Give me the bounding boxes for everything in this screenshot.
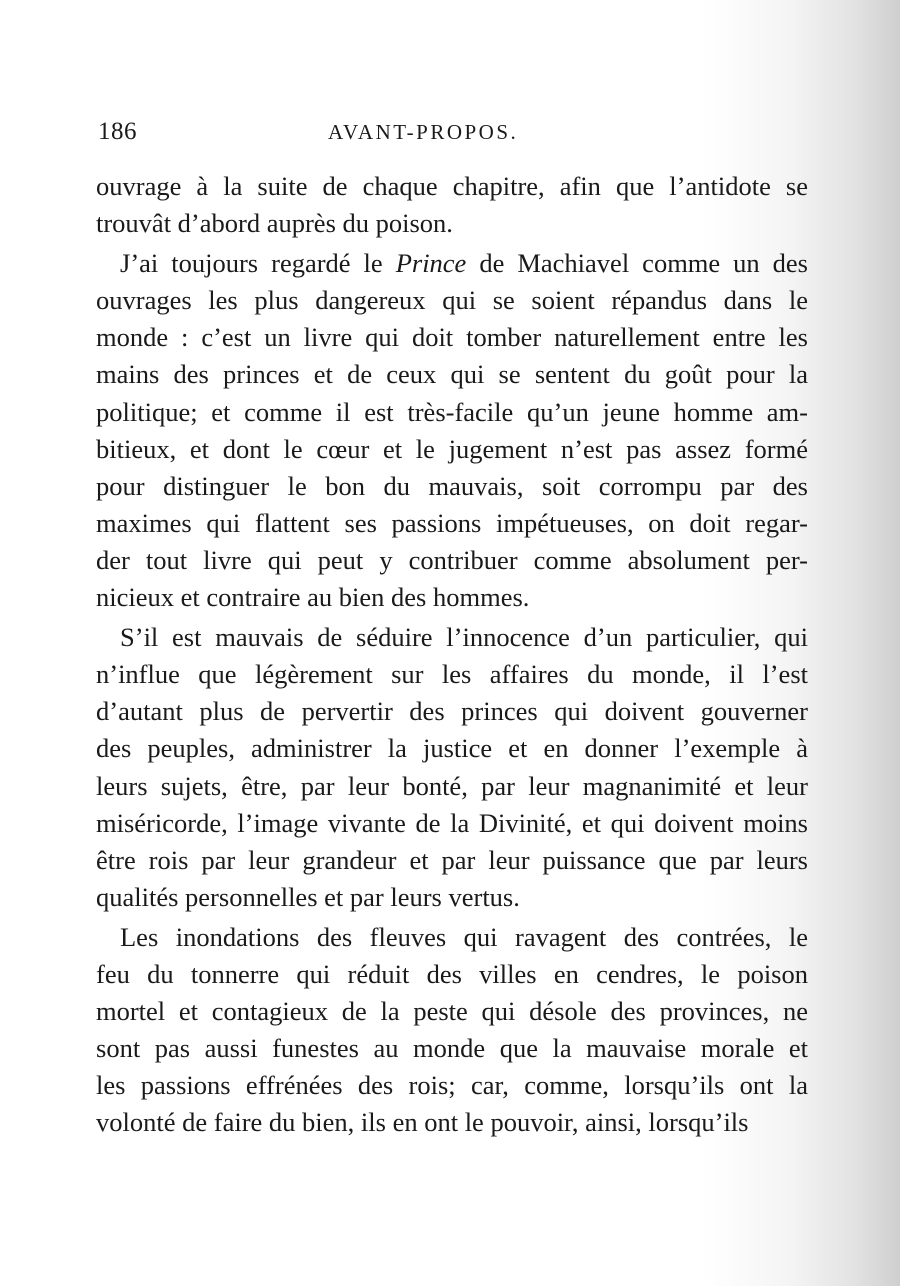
text-line: nicieux et contraire au bien des hommes. xyxy=(96,582,530,613)
text-line: der tout livre qui peut y contribuer comme absolument per- xyxy=(96,544,808,575)
text-line: sont pas aussi funestes au monde que la mauvaise morale et xyxy=(96,1033,808,1064)
text-line: monde : c’est un livre qui doit tomber naturellement entre les xyxy=(96,322,808,353)
running-head: AVANT-PROPOS. xyxy=(328,120,519,144)
text-line: les passions effrénées des rois; car, comme, lorsqu’ils ont la xyxy=(96,1070,808,1101)
text-line: leurs sujets, être, par leur bonté, par leur magnanimité et leur xyxy=(96,770,808,801)
text-line: pour distinguer le bon du mauvais, soit corrompu par des xyxy=(96,470,808,501)
paragraph xyxy=(96,168,808,242)
page-number: 186 xyxy=(98,118,137,145)
text-line: J’ai toujours regardé le Prince de Machiavel comme un des xyxy=(120,248,808,279)
text-line: bitieux, et dont le cœur et le jugement n’est pas assez formé xyxy=(96,433,808,464)
text-line: politique; et comme il est très-facile qu’un jeune homme am- xyxy=(96,396,808,427)
paragraph xyxy=(96,245,808,616)
text-line: qualités personnelles et par leurs vertus. xyxy=(96,881,520,912)
text-line: mortel et contagieux de la peste qui désole des provinces, ne xyxy=(96,996,808,1027)
text-line: volonté de faire du bien, ils en ont le pouvoir, ainsi, lorsqu’ils xyxy=(96,1107,749,1138)
text-line: maximes qui flattent ses passions impétueuses, on doit regar- xyxy=(96,507,808,538)
text-line: ouvrage à la suite de chaque chapitre, afin que l’antidote se xyxy=(96,171,808,201)
text-line: S’il est mauvais de séduire l’innocence d’un particulier, qui xyxy=(120,622,808,653)
text-line: Les inondations des fleuves qui ravagent des contrées, le xyxy=(120,921,808,952)
paragraph xyxy=(96,919,808,1142)
page-header xyxy=(98,118,808,148)
text-line: n’influe que légèrement sur les affaires du monde, il l’est xyxy=(96,659,808,690)
paragraph xyxy=(96,619,808,916)
text-line: des peuples, administrer la justice et en donner l’exemple à xyxy=(96,733,808,764)
text-line: miséricorde, l’image vivante de la Divinité, et qui doivent moins xyxy=(96,807,808,838)
text-line: feu du tonnerre qui réduit des villes en cendres, le poison xyxy=(96,958,808,989)
text-line: ouvrages les plus dangereux qui se soient répandus dans le xyxy=(96,285,808,316)
body-text xyxy=(96,168,808,1141)
text-line: trouvât d’abord auprès du poison. xyxy=(96,208,453,239)
text-line: d’autant plus de pervertir des princes qui doivent gouverner xyxy=(96,696,808,727)
text-line: être rois par leur grandeur et par leur puissance que par leurs xyxy=(96,844,808,875)
text-line: mains des princes et de ceux qui se sentent du goût pour la xyxy=(96,359,808,390)
